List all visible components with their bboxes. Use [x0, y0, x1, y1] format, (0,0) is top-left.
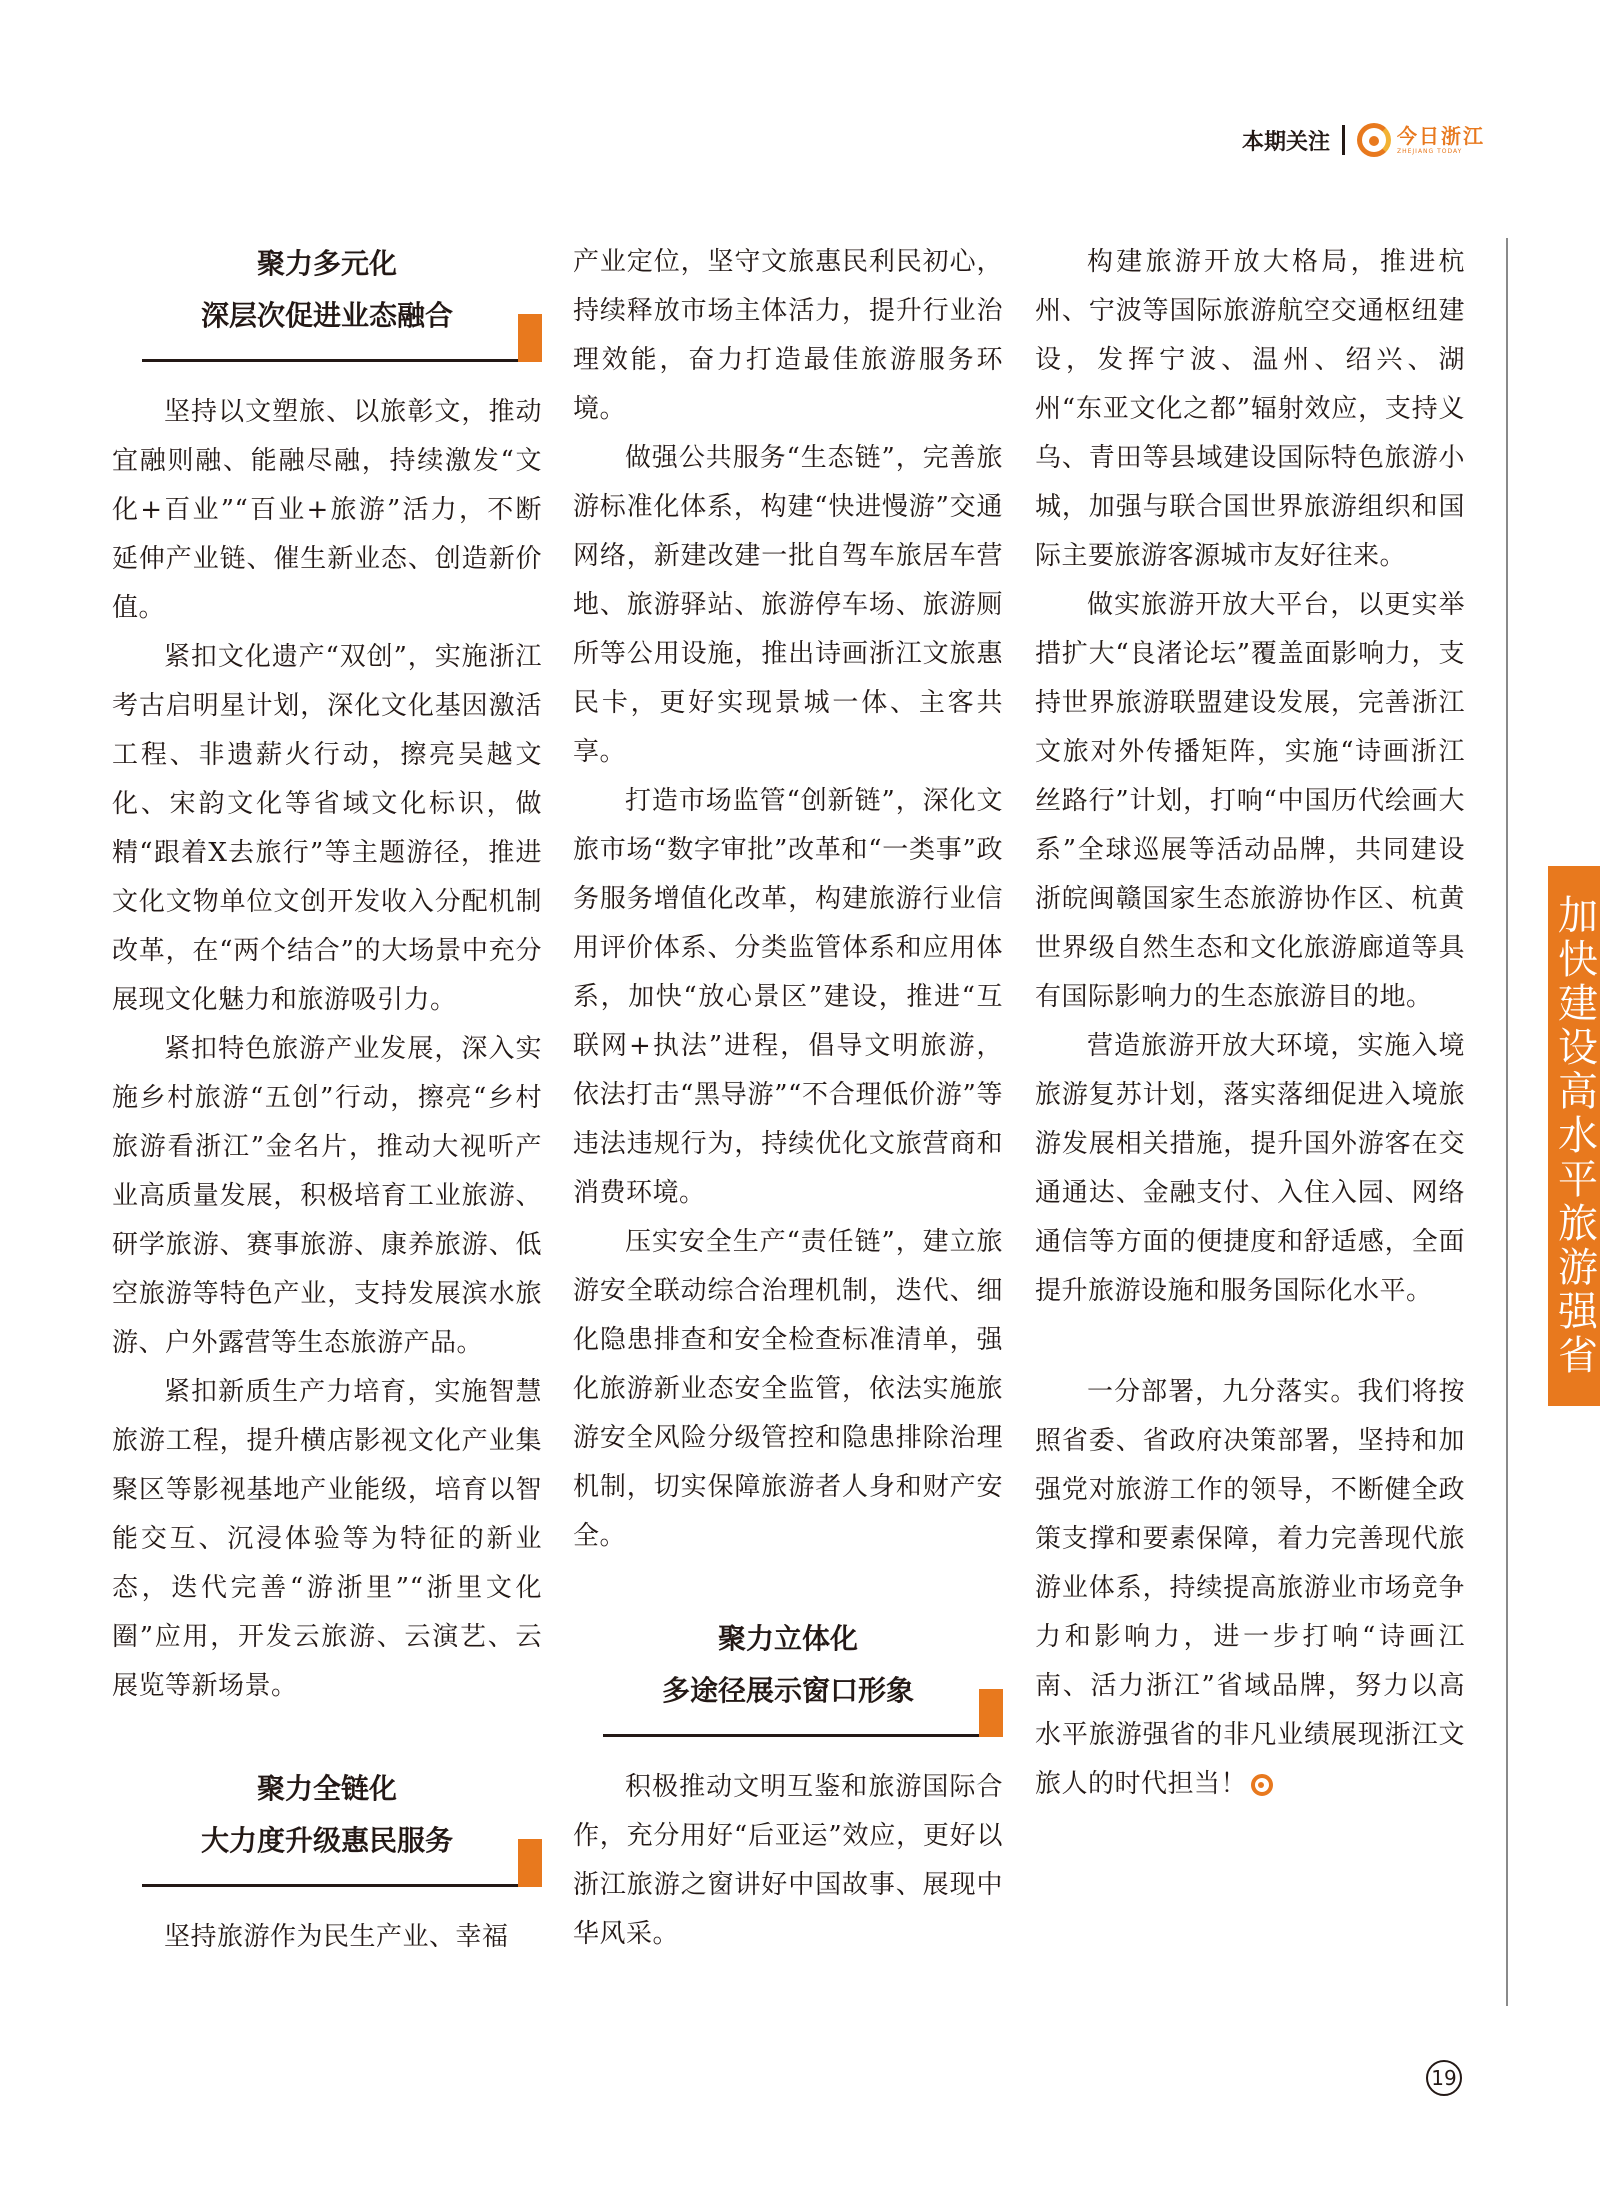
- section-heading: [573, 1613, 1003, 1737]
- body-paragraph: [573, 238, 1003, 434]
- paragraph-text: 积极推动文明互鉴和旅游国际合作，充分用好“后亚运”效应，更好以浙江旅游之窗讲好中国故事、展现中华风采。: [573, 1772, 1003, 1949]
- column-divider: [1506, 238, 1508, 2006]
- paragraph-text: 一分部署，九分落实。我们将按照省委、省政府决策部署，坚持和加强党对旅游工作的领导，不断健全政策支撑和要素保障，着力完善现代旅游业体系，持续提高旅游业市场竞争力和影响力，进一步打响“诗画江南、活力浙江”省域品牌，努力以高水平旅游强省的非凡业绩展现浙江文旅人的时代担当！: [1035, 1377, 1465, 1799]
- paragraph-text: 紧扣文化遗产“双创”，实施浙江考古启明星计划，深化文化基因激活工程、非遗薪火行动，擦亮吴越文化、宋韵文化等省域文化标识，做精“跟着X去旅行”等主题游径，推进文化文物单位文创开发收入分配机制改革，在“两个结合”的大场景中充分展现文化魅力和旅游吸引力。: [112, 642, 542, 1015]
- paragraph-text: 营造旅游开放大环境，实施入境旅游复苏计划，落实落细促进入境旅游发展相关措施，提升国外游客在交通通达、金融支付、入住入园、网络通信等方面的便捷度和舒适感，全面提升旅游设施和服务国际化水平。: [1035, 1031, 1465, 1306]
- heading-accent-block: [518, 1839, 542, 1887]
- paragraph-text: 紧扣特色旅游产业发展，深入实施乡村旅游“五创”行动，擦亮“乡村旅游看浙江”金名片，推动大视听产业高质量发展，积极培育工业旅游、研学旅游、赛事旅游、康养旅游、低空旅游等特色产业，支持发展滨水旅游、户外露营等生态旅游产品。: [112, 1034, 542, 1358]
- section-heading: [112, 238, 542, 362]
- body-paragraph: [1035, 1368, 1465, 1809]
- paragraph-text: 构建旅游开放大格局，推进杭州、宁波等国际旅游航空交通枢纽建设，发挥宁波、温州、绍兴、湖州“东亚文化之都”辐射效应，支持义乌、青田等县域建设国际特色旅游小城，加强与联合国世界旅游组织和国际主要旅游客源城市友好往来。: [1035, 247, 1465, 571]
- body-paragraph: [573, 1763, 1003, 1959]
- logo-chinese-name: 今日浙江: [1397, 123, 1485, 148]
- side-tab: [1548, 866, 1600, 1406]
- section-heading-line2: 大力度升级惠民服务: [200, 1824, 453, 1857]
- logo-english-name: ZHEJIANG TODAY: [1397, 147, 1463, 155]
- paragraph-text: 做实旅游开放大平台，以更实举措扩大“良渚论坛”覆盖面影响力，支持世界旅游联盟建设发展，完善浙江文旅对外传播矩阵，实施“诗画浙江丝路行”计划，打响“中国历代绘画大系”全球巡展等活动品牌，共同建设浙皖闽赣国家生态旅游协作区、杭黄世界级自然生态和文化旅游廊道等具有国际影响力的生态旅游目的地。: [1035, 590, 1465, 1012]
- body-paragraph: [112, 633, 542, 1025]
- section-label: 本期关注: [1241, 129, 1330, 155]
- paragraph-text: 产业定位，坚守文旅惠民利民初心，持续释放市场主体活力，提升行业治理效能，奋力打造最佳旅游服务环境。: [573, 247, 1003, 424]
- section-heading-rule: [112, 344, 542, 362]
- side-tab-title: 加快建设高水平旅游强省: [1551, 894, 1598, 1378]
- body-paragraph: [573, 434, 1003, 777]
- body-paragraph: [573, 777, 1003, 1218]
- section-heading-line2: 多途径展示窗口形象: [661, 1674, 914, 1707]
- page-header: [1242, 118, 1485, 162]
- paragraph-text: 紧扣新质生产力培育，实施智慧旅游工程，提升横店影视文化产业集聚区等影视基地产业能级，培育以智能交互、沉浸体验等为特征的新业态，迭代完善“游浙里”“浙里文化圈”应用，开发云旅游、云演艺、云展览等新场景。: [112, 1377, 542, 1701]
- column-3: [1035, 238, 1465, 1809]
- body-paragraph: [573, 1218, 1003, 1561]
- body-paragraph: [112, 1368, 542, 1711]
- paragraph-text: 坚持以文塑旅、以旅彰文，推动宜融则融、能融尽融，持续激发“文化+百业”“百业+旅游”活力，不断延伸产业链、催生新业态、创造新价值。: [112, 397, 542, 623]
- paragraph-text: 做强公共服务“生态链”，完善旅游标准化体系，构建“快进慢游”交通网络，新建改建一批自驾车旅居车营地、旅游驿站、旅游停车场、旅游厕所等公用设施，推出诗画浙江文旅惠民卡，更好实现景城一体、主客共享。: [573, 443, 1003, 767]
- paragraph-text: 压实安全生产“责任链”，建立旅游安全联动综合治理机制，迭代、细化隐患排查和安全检查标准清单，强化旅游新业态安全监管，依法实施旅游安全风险分级管控和隐患排除治理机制，切实保障旅游者人身和财产安全。: [573, 1227, 1003, 1551]
- section-heading-line1: 聚力立体化: [717, 1622, 858, 1655]
- section-heading-line1: 聚力多元化: [256, 247, 397, 280]
- body-paragraph: [112, 1025, 542, 1368]
- logo-icon: [1357, 123, 1391, 157]
- magazine-logo: [1357, 123, 1485, 157]
- column-1: [112, 238, 542, 1962]
- section-heading: [112, 1763, 542, 1887]
- section-spacer: [1035, 1316, 1465, 1368]
- section-heading-line2: 深层次促进业态融合: [200, 299, 453, 332]
- body-paragraph: [1035, 1022, 1465, 1316]
- section-heading-rule: [112, 1869, 542, 1887]
- body-paragraph: [112, 388, 542, 633]
- column-2: [573, 238, 1003, 1959]
- page-number: 19: [1426, 2060, 1462, 2096]
- header-divider: [1342, 125, 1345, 155]
- heading-accent-block: [979, 1689, 1003, 1737]
- article-end-icon: [1251, 1774, 1273, 1796]
- body-paragraph: [112, 1913, 542, 1962]
- paragraph-text: 打造市场监管“创新链”，深化文旅市场“数字审批”改革和“一类事”政务服务增值化改革，构建旅游行业信用评价体系、分类监管体系和应用体系，加快“放心景区”建设，推进“互联网+执法”进程，倡导文明旅游，依法打击“黑导游”“不合理低价游”等违法违规行为，持续优化文旅营商和消费环境。: [573, 786, 1003, 1208]
- body-paragraph: [1035, 581, 1465, 1022]
- section-spacer: [573, 1561, 1003, 1613]
- body-paragraph: [1035, 238, 1465, 581]
- section-spacer: [112, 1711, 542, 1763]
- paragraph-text: 坚持旅游作为民生产业、幸福: [164, 1922, 509, 1952]
- section-heading-rule: [573, 1719, 1003, 1737]
- section-heading-line1: 聚力全链化: [256, 1772, 397, 1805]
- heading-accent-block: [518, 314, 542, 362]
